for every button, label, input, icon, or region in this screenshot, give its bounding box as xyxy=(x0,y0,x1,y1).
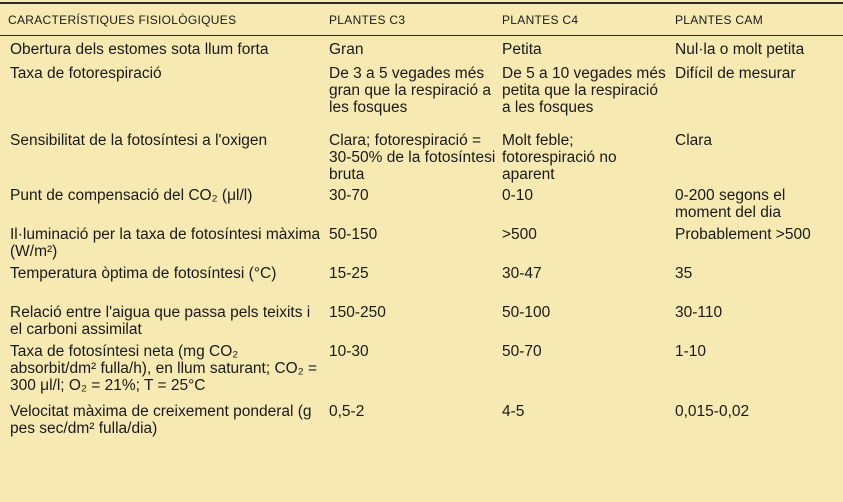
header-cam: PLANTES CAM xyxy=(675,13,763,27)
table-row xyxy=(8,222,840,261)
cell-c4: Petita xyxy=(502,41,542,58)
row-label: Relació entre l'aigua que passa pels teixits i el carboni assimilat xyxy=(10,304,311,338)
row-label: Taxa de fotorespiració xyxy=(10,65,162,82)
row-label: Obertura dels estomes sota llum forta xyxy=(10,41,269,58)
header-c3: PLANTES C3 xyxy=(329,13,406,27)
cell-c3: 50-150 xyxy=(329,226,378,243)
table-row xyxy=(8,300,840,339)
header-c4: PLANTES C4 xyxy=(502,13,579,27)
cell-cam: 0,015-0,02 xyxy=(675,403,750,420)
table-row xyxy=(8,339,840,399)
row-label: Il·luminació per la taxa de fotosíntesi màxima (W/m²) xyxy=(10,226,321,260)
cell-c3: 10-30 xyxy=(329,343,369,360)
header-characteristics: CARACTERÍSTIQUES FISIOLÒGIQUES xyxy=(8,13,237,27)
physiology-table xyxy=(8,5,840,443)
cell-c4: 0-10 xyxy=(502,187,534,204)
cell-c4: 50-100 xyxy=(502,304,551,321)
cell-c4: 50-70 xyxy=(502,343,542,360)
cell-c4: 30-47 xyxy=(502,265,542,282)
row-label: Temperatura òptima de fotosíntesi (°C) xyxy=(10,265,277,282)
cell-cam: Difícil de mesurar xyxy=(675,65,796,82)
table-row xyxy=(8,128,840,183)
cell-c3: 0,5-2 xyxy=(329,403,365,420)
header-row xyxy=(8,5,840,35)
cell-cam: 0-200 segons el moment del dia xyxy=(675,187,786,221)
cell-c3: 15-25 xyxy=(329,265,369,282)
cell-cam: 35 xyxy=(675,265,693,282)
cell-c3: De 3 a 5 vegades més gran que la respiració a les fosques xyxy=(329,65,491,116)
cell-c3: Gran xyxy=(329,41,364,58)
table-row xyxy=(8,261,840,300)
cell-cam: 30-110 xyxy=(675,304,723,321)
cell-c4: 4-5 xyxy=(502,403,525,420)
row-label: Taxa de fotosíntesi neta (mg CO₂ absorbit/dm² fulla/h), en llum saturant; CO₂ = 300 μl/l; O₂ = 21%; T = 25°C xyxy=(10,343,318,394)
table-row xyxy=(8,61,840,128)
cell-c4: De 5 a 10 vegades més petita que la respiració a les fosques xyxy=(502,65,666,116)
row-label: Sensibilitat de la fotosíntesi a l'oxigen xyxy=(10,132,268,149)
cell-cam: Clara xyxy=(675,132,713,149)
row-label: Punt de compensació del CO₂ (μl/l) xyxy=(10,187,253,204)
cell-c4: >500 xyxy=(502,226,537,243)
cell-cam: 1-10 xyxy=(675,343,707,360)
cell-c3: Clara; fotorespiració = 30-50% de la fotosíntesi bruta xyxy=(329,132,496,183)
cell-c3: 30-70 xyxy=(329,187,369,204)
cell-c4: Molt feble; fotorespiració no aparent xyxy=(502,132,617,183)
table-row xyxy=(8,399,840,443)
table-row xyxy=(8,35,840,61)
cell-cam: Nul·la o molt petita xyxy=(675,41,805,58)
cell-cam: Probablement >500 xyxy=(675,226,811,243)
row-label: Velocitat màxima de creixement ponderal (g pes sec/dm² fulla/dia) xyxy=(10,403,312,437)
cell-c3: 150-250 xyxy=(329,304,386,321)
table-row xyxy=(8,183,840,222)
top-rule xyxy=(0,2,843,4)
